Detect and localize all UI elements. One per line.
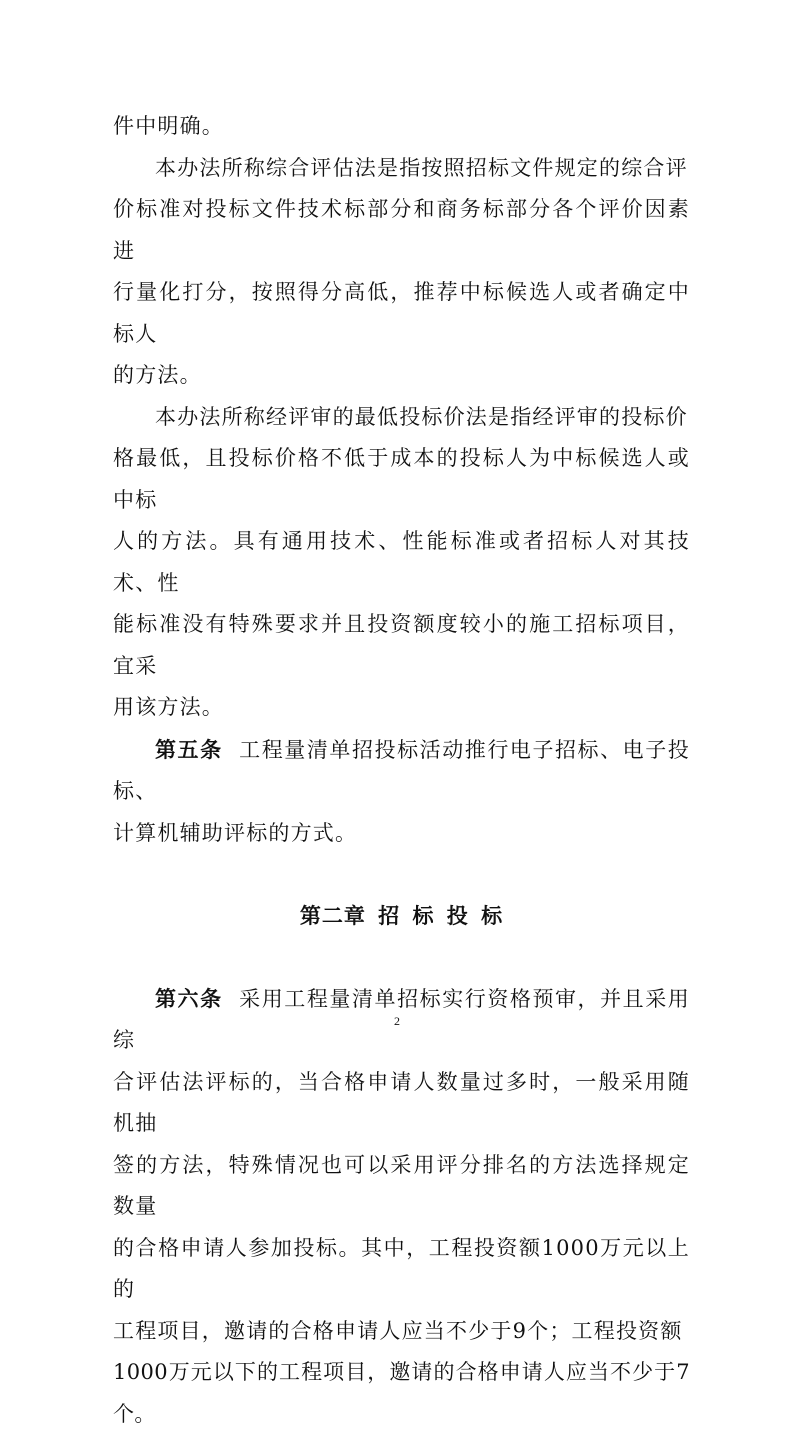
article-label: 第五条	[155, 737, 223, 762]
text-line: 1000万元以下的工程项目，邀请的合格申请人应当不少于7个。	[113, 1360, 690, 1426]
paragraph-lowest-bid-method	[113, 397, 690, 729]
text-line: 本办法所称经评审的最低投标价法是指经评审的投标价	[155, 405, 688, 429]
text-line: 价标准对投标文件技术标部分和商务标部分各个评价因素进	[113, 197, 690, 263]
text-line: 合评估法评标的，当合格申请人数量过多时，一般采用随机抽	[113, 1070, 690, 1136]
text-line: 的方法。	[113, 363, 202, 387]
article-label: 第六条	[155, 986, 223, 1011]
article-6	[113, 978, 690, 1435]
text-line: 工程量清单招投标活动推行电子招标、电子投标、	[113, 738, 690, 804]
text-line: 采用工程量清单招标实行资格预审，并且采用综	[113, 987, 690, 1053]
text-line: 格最低，且投标价格不低于成本的投标人为中标候选人或中标	[113, 446, 690, 512]
article-5	[113, 729, 690, 855]
text-line: 能标准没有特殊要求并且投资额度较小的施工招标项目，宜采	[113, 612, 690, 678]
chapter-heading: 第二章 招 标 投 标	[113, 896, 690, 938]
text-line: 件中明确。	[113, 114, 224, 138]
page-number: 2	[0, 1014, 794, 1028]
text-line: 计算机辅助评标的方式。	[113, 821, 357, 845]
paragraph-continuation	[113, 106, 690, 148]
text-line: 人的方法。具有通用技术、性能标准或者招标人对其技术、性	[113, 529, 690, 595]
paragraph-comprehensive-evaluation	[113, 148, 690, 397]
text-line: 本办法所称综合评估法是指按照招标文件规定的综合评	[155, 156, 688, 180]
text-line: 行量化打分，按照得分高低，推荐中标候选人或者确定中标人	[113, 280, 690, 346]
text-line: 用该方法。	[113, 695, 224, 719]
text-line: 签的方法，特殊情况也可以采用评分排名的方法选择规定数量	[113, 1153, 690, 1219]
text-line: 的合格申请人参加投标。其中，工程投资额1000万元以上的	[113, 1236, 690, 1302]
text-line: 工程项目，邀请的合格申请人应当不少于9个；工程投资额	[113, 1319, 683, 1343]
